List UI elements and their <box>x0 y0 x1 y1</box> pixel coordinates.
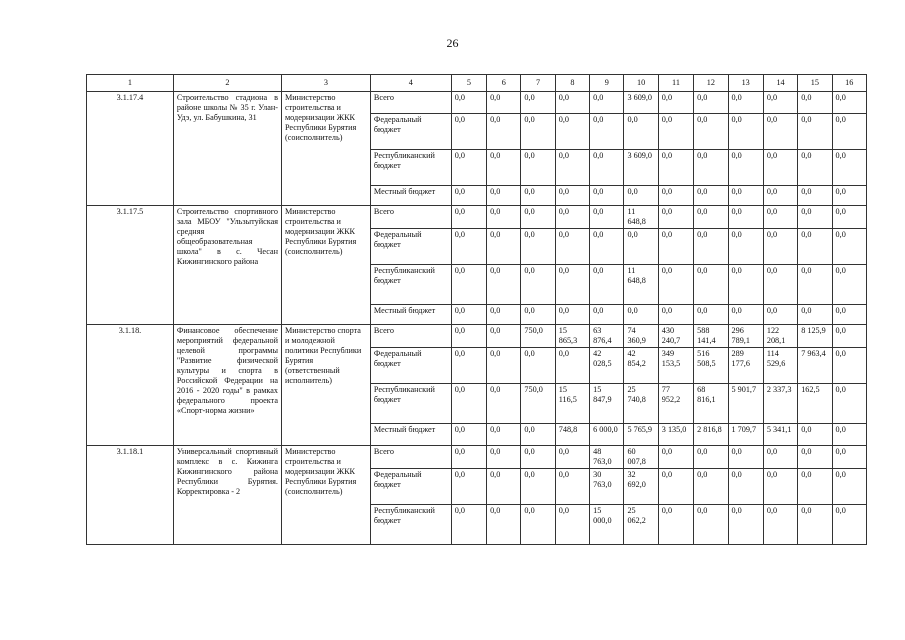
funding-source: Республиканский бюджет <box>370 265 451 305</box>
funding-value: 0,0 <box>555 92 589 114</box>
funding-value: 32 692,0 <box>624 469 658 505</box>
funding-value: 750,0 <box>521 384 555 424</box>
column-header: 5 <box>451 75 486 92</box>
funding-value: 0,0 <box>555 114 589 150</box>
funding-value: 0,0 <box>658 469 693 505</box>
table-row <box>87 92 867 114</box>
funding-value: 0,0 <box>658 505 693 545</box>
funding-value: 77 952,2 <box>658 384 693 424</box>
funding-value: 289 177,6 <box>728 348 763 384</box>
funding-value: 0,0 <box>728 186 763 206</box>
funding-value: 0,0 <box>487 150 521 186</box>
item-executor: Министерство строительства и модернизации ЖКК Республики Бурятия (соисполнитель) <box>281 206 370 325</box>
funding-value: 430 240,7 <box>658 325 693 348</box>
funding-value: 750,0 <box>521 325 555 348</box>
funding-source: Федеральный бюджет <box>370 229 451 265</box>
funding-value: 0,0 <box>487 305 521 325</box>
funding-value: 0,0 <box>832 469 866 505</box>
funding-value: 0,0 <box>451 384 486 424</box>
funding-value: 0,0 <box>728 446 763 469</box>
funding-value: 0,0 <box>624 305 658 325</box>
funding-value: 0,0 <box>555 305 589 325</box>
funding-value: 0,0 <box>728 229 763 265</box>
funding-value: 0,0 <box>763 446 797 469</box>
column-header: 6 <box>487 75 521 92</box>
funding-source: Федеральный бюджет <box>370 348 451 384</box>
funding-value: 0,0 <box>658 305 693 325</box>
funding-value: 0,0 <box>798 114 832 150</box>
funding-value: 11 648,8 <box>624 206 658 229</box>
funding-value: 0,0 <box>832 186 866 206</box>
funding-value: 0,0 <box>521 265 555 305</box>
funding-value: 0,0 <box>832 384 866 424</box>
funding-value: 0,0 <box>798 92 832 114</box>
funding-value: 0,0 <box>521 469 555 505</box>
funding-value: 0,0 <box>451 150 486 186</box>
funding-value: 8 125,9 <box>798 325 832 348</box>
funding-value: 0,0 <box>728 114 763 150</box>
budget-table <box>86 74 867 545</box>
funding-value: 2 337,3 <box>763 384 797 424</box>
funding-value: 3 609,0 <box>624 92 658 114</box>
funding-value: 0,0 <box>728 92 763 114</box>
funding-value: 60 007,8 <box>624 446 658 469</box>
funding-value: 0,0 <box>763 265 797 305</box>
funding-value: 0,0 <box>590 305 624 325</box>
funding-value: 0,0 <box>590 186 624 206</box>
funding-value: 0,0 <box>521 424 555 446</box>
column-header: 10 <box>624 75 658 92</box>
funding-value: 0,0 <box>694 206 728 229</box>
funding-value: 0,0 <box>521 150 555 186</box>
funding-value: 0,0 <box>832 92 866 114</box>
funding-value: 588 141,4 <box>694 325 728 348</box>
funding-value: 0,0 <box>658 229 693 265</box>
funding-value: 11 648,8 <box>624 265 658 305</box>
funding-value: 42 028,5 <box>590 348 624 384</box>
item-code: 3.1.18. <box>87 325 174 446</box>
funding-value: 0,0 <box>694 446 728 469</box>
funding-value: 0,0 <box>590 206 624 229</box>
item-name: Финансовое обеспечение мероприятий федеральной целевой программы "Развитие физической культуры и спорта в Российской Федерации на 2016 - 2020 годы" в рамках федерального проекта «Спорт-норма жизни» <box>173 325 281 446</box>
column-header: 3 <box>281 75 370 92</box>
funding-value: 0,0 <box>694 150 728 186</box>
funding-value: 0,0 <box>728 305 763 325</box>
funding-value: 0,0 <box>451 206 486 229</box>
funding-value: 0,0 <box>832 424 866 446</box>
column-header: 14 <box>763 75 797 92</box>
funding-value: 0,0 <box>624 229 658 265</box>
funding-value: 0,0 <box>590 92 624 114</box>
funding-value: 0,0 <box>694 505 728 545</box>
funding-value: 0,0 <box>521 206 555 229</box>
item-name: Строительство спортивного зала МБОУ "Ульзытуйская средняя общеобразовательная школа" в с. Чесан Кижингинского района <box>173 206 281 325</box>
funding-value: 0,0 <box>728 469 763 505</box>
funding-value: 0,0 <box>487 348 521 384</box>
funding-value: 68 816,1 <box>694 384 728 424</box>
funding-value: 0,0 <box>798 424 832 446</box>
funding-source: Федеральный бюджет <box>370 114 451 150</box>
funding-source: Всего <box>370 446 451 469</box>
funding-value: 0,0 <box>451 229 486 265</box>
funding-value: 748,8 <box>555 424 589 446</box>
funding-value: 25 740,8 <box>624 384 658 424</box>
funding-value: 3 609,0 <box>624 150 658 186</box>
funding-value: 0,0 <box>521 348 555 384</box>
page-number: 26 <box>446 36 459 50</box>
funding-value: 7 963,4 <box>798 348 832 384</box>
funding-value: 0,0 <box>832 305 866 325</box>
funding-value: 0,0 <box>590 150 624 186</box>
funding-value: 25 062,2 <box>624 505 658 545</box>
funding-value: 0,0 <box>521 305 555 325</box>
funding-value: 0,0 <box>763 305 797 325</box>
funding-value: 0,0 <box>487 469 521 505</box>
item-executor: Министерство строительства и модернизации ЖКК Республики Бурятия (соисполнитель) <box>281 92 370 206</box>
funding-value: 162,5 <box>798 384 832 424</box>
funding-value: 0,0 <box>451 305 486 325</box>
funding-value: 0,0 <box>694 92 728 114</box>
funding-value: 0,0 <box>658 114 693 150</box>
funding-value: 0,0 <box>521 92 555 114</box>
item-code: 3.1.18.1 <box>87 446 174 545</box>
funding-value: 1 709,7 <box>728 424 763 446</box>
funding-value: 0,0 <box>798 265 832 305</box>
funding-value: 0,0 <box>763 229 797 265</box>
funding-value: 296 789,1 <box>728 325 763 348</box>
funding-value: 0,0 <box>487 424 521 446</box>
funding-value: 0,0 <box>658 150 693 186</box>
column-header: 1 <box>87 75 174 92</box>
funding-value: 0,0 <box>451 265 486 305</box>
funding-value: 0,0 <box>798 305 832 325</box>
funding-value: 48 763,0 <box>590 446 624 469</box>
funding-value: 0,0 <box>728 505 763 545</box>
funding-value: 0,0 <box>832 229 866 265</box>
funding-source: Местный бюджет <box>370 186 451 206</box>
funding-value: 0,0 <box>451 424 486 446</box>
funding-value: 0,0 <box>555 206 589 229</box>
funding-source: Всего <box>370 92 451 114</box>
funding-value: 5 765,9 <box>624 424 658 446</box>
funding-value: 0,0 <box>798 505 832 545</box>
funding-value: 0,0 <box>832 150 866 186</box>
funding-value: 0,0 <box>487 92 521 114</box>
funding-value: 5 341,1 <box>763 424 797 446</box>
funding-value: 0,0 <box>451 348 486 384</box>
funding-value: 0,0 <box>624 114 658 150</box>
funding-value: 0,0 <box>658 446 693 469</box>
funding-value: 0,0 <box>798 469 832 505</box>
funding-value: 0,0 <box>555 505 589 545</box>
funding-value: 0,0 <box>521 186 555 206</box>
funding-value: 0,0 <box>451 469 486 505</box>
funding-value: 0,0 <box>590 229 624 265</box>
funding-value: 0,0 <box>590 265 624 305</box>
funding-value: 0,0 <box>694 305 728 325</box>
funding-value: 0,0 <box>832 348 866 384</box>
column-header: 4 <box>370 75 451 92</box>
funding-value: 0,0 <box>832 206 866 229</box>
funding-value: 0,0 <box>763 150 797 186</box>
funding-value: 0,0 <box>451 92 486 114</box>
funding-value: 0,0 <box>694 469 728 505</box>
funding-value: 0,0 <box>555 469 589 505</box>
funding-value: 3 135,0 <box>658 424 693 446</box>
funding-value: 0,0 <box>555 150 589 186</box>
funding-value: 0,0 <box>728 150 763 186</box>
item-code: 3.1.17.5 <box>87 206 174 325</box>
funding-value: 0,0 <box>521 505 555 545</box>
funding-value: 0,0 <box>658 186 693 206</box>
column-header: 11 <box>658 75 693 92</box>
funding-value: 5 901,7 <box>728 384 763 424</box>
item-name: Строительство стадиона в районе школы № 35 г. Улан-Удэ, ул. Бабушкина, 31 <box>173 92 281 206</box>
funding-value: 0,0 <box>451 446 486 469</box>
funding-value: 0,0 <box>487 114 521 150</box>
funding-value: 349 153,5 <box>658 348 693 384</box>
funding-source: Федеральный бюджет <box>370 469 451 505</box>
item-executor: Министерство строительства и модернизации ЖКК Республики Бурятия (соисполнитель) <box>281 446 370 545</box>
funding-source: Местный бюджет <box>370 305 451 325</box>
funding-value: 15 116,5 <box>555 384 589 424</box>
funding-value: 0,0 <box>521 114 555 150</box>
funding-value: 42 854,2 <box>624 348 658 384</box>
funding-value: 0,0 <box>832 265 866 305</box>
funding-value: 114 529,6 <box>763 348 797 384</box>
funding-source: Республиканский бюджет <box>370 505 451 545</box>
funding-value: 0,0 <box>694 229 728 265</box>
funding-source: Всего <box>370 325 451 348</box>
funding-value: 0,0 <box>555 229 589 265</box>
funding-value: 0,0 <box>798 446 832 469</box>
funding-value: 15 000,0 <box>590 505 624 545</box>
funding-value: 0,0 <box>555 265 589 305</box>
funding-value: 0,0 <box>694 114 728 150</box>
funding-value: 0,0 <box>763 469 797 505</box>
funding-value: 0,0 <box>728 206 763 229</box>
item-name: Универсальный спортивный комплекс в с. Кижинга Кижингинского района Республики Бурятия. Корректировка - 2 <box>173 446 281 545</box>
funding-value: 0,0 <box>658 265 693 305</box>
funding-value: 0,0 <box>832 446 866 469</box>
funding-value: 0,0 <box>555 446 589 469</box>
funding-value: 0,0 <box>487 384 521 424</box>
funding-value: 0,0 <box>487 446 521 469</box>
funding-value: 0,0 <box>832 114 866 150</box>
funding-source: Республиканский бюджет <box>370 150 451 186</box>
funding-value: 0,0 <box>798 206 832 229</box>
table-row <box>87 206 867 229</box>
funding-source: Всего <box>370 206 451 229</box>
funding-value: 0,0 <box>555 348 589 384</box>
funding-value: 0,0 <box>555 186 589 206</box>
funding-value: 0,0 <box>832 505 866 545</box>
funding-value: 0,0 <box>658 206 693 229</box>
funding-value: 15 865,3 <box>555 325 589 348</box>
funding-value: 0,0 <box>798 150 832 186</box>
funding-value: 0,0 <box>798 229 832 265</box>
funding-value: 30 763,0 <box>590 469 624 505</box>
funding-value: 0,0 <box>487 206 521 229</box>
funding-value: 0,0 <box>451 114 486 150</box>
column-header: 13 <box>728 75 763 92</box>
funding-value: 516 508,5 <box>694 348 728 384</box>
funding-value: 0,0 <box>451 186 486 206</box>
funding-value: 0,0 <box>763 114 797 150</box>
funding-value: 0,0 <box>694 265 728 305</box>
funding-value: 0,0 <box>728 265 763 305</box>
funding-value: 0,0 <box>763 505 797 545</box>
funding-value: 0,0 <box>451 325 486 348</box>
funding-value: 63 876,4 <box>590 325 624 348</box>
funding-value: 0,0 <box>763 206 797 229</box>
funding-source: Республиканский бюджет <box>370 384 451 424</box>
funding-value: 0,0 <box>763 92 797 114</box>
table-row <box>87 446 867 469</box>
funding-value: 122 208,1 <box>763 325 797 348</box>
column-header: 12 <box>694 75 728 92</box>
funding-value: 0,0 <box>798 186 832 206</box>
funding-value: 0,0 <box>487 325 521 348</box>
column-header: 9 <box>590 75 624 92</box>
item-executor: Министерство спорта и молодежной политики Республики Бурятия (ответственный исполнитель) <box>281 325 370 446</box>
funding-value: 0,0 <box>658 92 693 114</box>
funding-value: 0,0 <box>521 229 555 265</box>
funding-value: 15 847,9 <box>590 384 624 424</box>
funding-value: 0,0 <box>487 229 521 265</box>
funding-value: 0,0 <box>451 505 486 545</box>
funding-value: 0,0 <box>487 186 521 206</box>
header-row <box>87 75 867 92</box>
item-code: 3.1.17.4 <box>87 92 174 206</box>
funding-value: 2 816,8 <box>694 424 728 446</box>
funding-value: 0,0 <box>487 265 521 305</box>
funding-value: 74 360,9 <box>624 325 658 348</box>
funding-value: 0,0 <box>590 114 624 150</box>
column-header: 15 <box>798 75 832 92</box>
column-header: 16 <box>832 75 866 92</box>
column-header: 2 <box>173 75 281 92</box>
column-header: 8 <box>555 75 589 92</box>
funding-value: 0,0 <box>832 325 866 348</box>
funding-source: Местный бюджет <box>370 424 451 446</box>
funding-value: 0,0 <box>521 446 555 469</box>
table-row <box>87 325 867 348</box>
funding-value: 0,0 <box>763 186 797 206</box>
funding-value: 6 000,0 <box>590 424 624 446</box>
funding-value: 0,0 <box>487 505 521 545</box>
column-header: 7 <box>521 75 555 92</box>
funding-value: 0,0 <box>694 186 728 206</box>
funding-value: 0,0 <box>624 186 658 206</box>
